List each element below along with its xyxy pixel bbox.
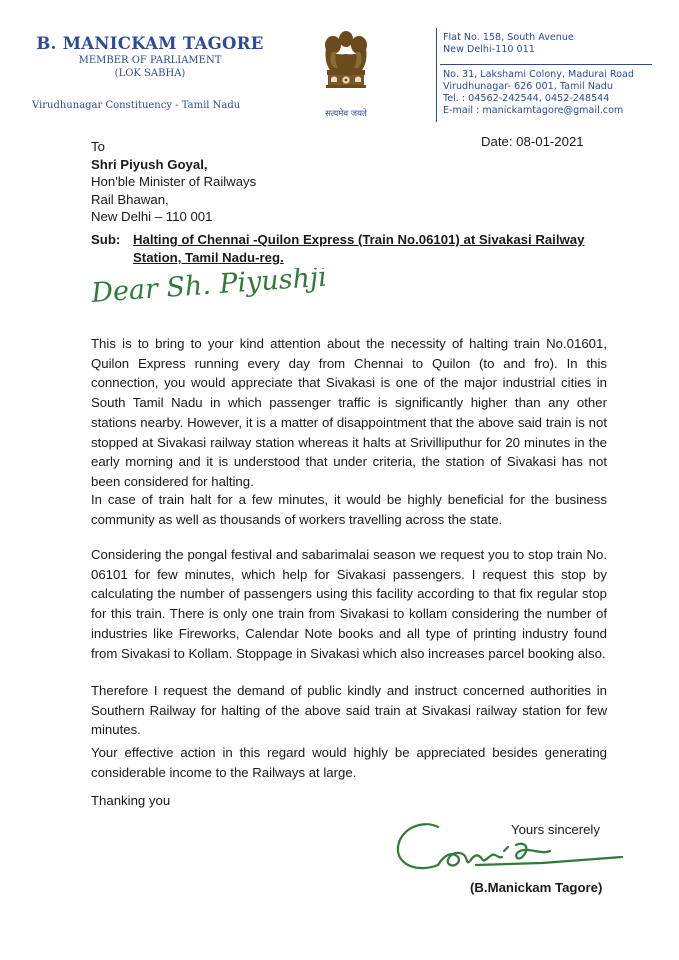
- local-address-line2: Virudhunagar- 626 001, Tamil Nadu: [443, 80, 613, 92]
- subject-label: Sub:: [91, 232, 121, 247]
- recipient-title: Hon'ble Minister of Railways: [91, 174, 257, 190]
- national-emblem-icon: [318, 26, 374, 122]
- delhi-address-line1: Flat No. 158, South Avenue: [443, 32, 574, 43]
- letterhead-sender-block: [0, 34, 300, 80]
- delhi-address-line2: New Delhi-110 011: [443, 44, 535, 56]
- sender-constituency: Virudhunagar Constituency - Tamil Nadu: [32, 100, 241, 111]
- paragraph-3: Considering the pongal festival and sabarimalai season we request you to stop train No. 06101 for few minutes, which help for Sivakasi passengers. I request this stop by calculating the number of passengers using this facility according to that fix regular stop for this train. There is only one train from Sivakasi to kollam considering the number of industries like Fireworks, Calendar Note books and all type of printing industry found from Sivakasi to Kollam. Stoppage in Sivakasi which also increases parcel booking also.: [91, 547, 607, 661]
- salutation-text: Dear Sh. Piyushji: [90, 268, 328, 309]
- sender-title-line1: MEMBER OF PARLIAMENT: [78, 55, 222, 66]
- phone-numbers: Tel. : 04562-242544, 0452-248544: [443, 93, 610, 105]
- letterhead-address-block: [443, 32, 634, 118]
- recipient-city: New Delhi – 110 001: [91, 209, 213, 225]
- recipient-block: [91, 138, 256, 226]
- email-address: E-mail : manickamtagore@gmail.com: [443, 105, 624, 117]
- paragraph-2: In case of train halt for a few minutes, it would be highly beneficial for the business community as well as thousands of workers travelling across the state.: [91, 492, 607, 527]
- closing-thanks: Thanking you: [91, 793, 171, 808]
- local-address-line1: No. 31, Lakshami Colony, Madurai Road: [443, 68, 634, 80]
- sender-name: B. MANICKAM TAGORE: [36, 34, 264, 53]
- subject-text: Halting of Chennai -Quilon Express (Train No.06101) at Sivakasi Railway Station, Tamil Nadu-reg.: [133, 232, 585, 265]
- paragraph-5: Your effective action in this regard would highly be appreciated besides generating considerable income to the Railways at large.: [91, 745, 607, 780]
- signatory-name: (B.Manickam Tagore): [470, 880, 603, 895]
- recipient-office: Rail Bhawan,: [91, 191, 169, 207]
- sender-title-line2: (LOK SABHA): [114, 68, 186, 79]
- letter-date: Date: 08-01-2021: [481, 134, 584, 149]
- letterhead-divider-vertical: [436, 28, 437, 122]
- handwritten-salutation: [88, 268, 338, 319]
- to-label: To: [91, 139, 105, 154]
- paragraph-1: This is to bring to your kind attention about the necessity of halting train No.01601, Quilon Express running every day from Chennai to Quilon (to and fro). In this connection, you would appreciate that Sivakasi is one of the major industrial cities in South Tamil Nadu in which passenger traffic is significantly higher than any other stations nearby. However, it is a matter of disappointment that the above said train is not stopped at Sivakasi railway station whereas it halts at Srivilliputhur for 20 minutes in the early morning and it is understood that under criteria, the station of Sivakasi has not been considered for halting.: [91, 336, 607, 489]
- handwritten-signature: [392, 815, 632, 890]
- paragraph-4: Therefore I request the demand of public kindly and instruct concerned authorities in Southern Railway for halting of the above said train at Sivakasi railway station for few minutes.: [91, 683, 607, 738]
- closing-yours-sincerely: Yours sincerely: [511, 822, 600, 837]
- recipient-name: Shri Piyush Goyal,: [91, 156, 208, 172]
- emblem-motto: सत्यमेव जयते: [325, 109, 367, 119]
